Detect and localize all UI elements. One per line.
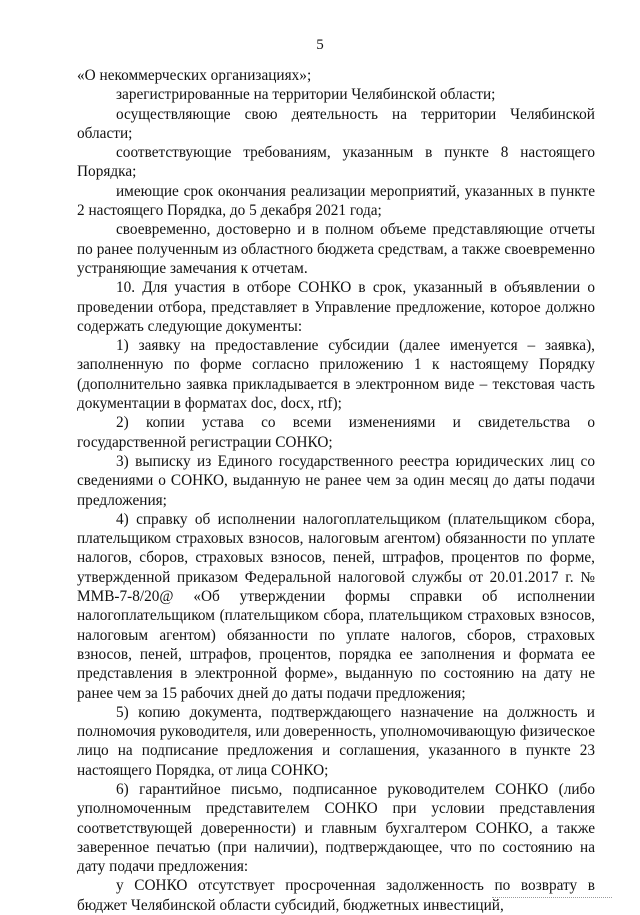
- paragraph: 4) справку об исполнении налогоплательщиком (плательщиком сбора, плательщиком страховых взносов, налоговым агентом) обязанности по уплате налогов, сборов, страховых взносов, пеней, штрафов, процентов по форме, утвержденной приказом Федеральной налоговой службы от 20.01.2017 г. № ММВ-7-8/20@ «Об утверждении формы справки об исполнении налогоплательщиком (плательщиком сбора, плательщиком страховых взносов, налоговым агентом) обязанности по уплате налогов, сборов, страховых взносов, пеней, штрафов, процентов, порядка ее заполнения и формата ее представления в электронной форме», выданную по состоянию на дату не ранее чем за 15 рабочих дней до даты подачи предложения;: [77, 510, 595, 702]
- paragraph: «О некоммерческих организациях»;: [77, 67, 312, 84]
- page-number: 5: [316, 37, 324, 53]
- paragraph: зарегистрированные на территории Челябинской области;: [116, 86, 496, 104]
- scan-footer-mark: [492, 897, 612, 901]
- paragraph: 2) копии устава со всеми изменениями и свидетельства о государственной регистрации СОНКО;: [77, 414, 595, 451]
- paragraph: имеющие срок окончания реализации мероприятий, указанных в пункте 2 настоящего Порядка, до 5 декабря 2021 года;: [77, 182, 595, 220]
- paragraph: 1) заявку на предоставление субсидии (далее именуется – заявка), заполненную по форме согласно приложению 1 к настоящему Порядку (дополнительно заявка прикладывается в электронном виде – текстовая часть документации в форматах doc, docx, rtf);: [77, 337, 595, 413]
- document-body: [77, 66, 595, 915]
- paragraph: 5) копию документа, подтверждающего назначение на должность и полномочия руководителя, или доверенность, уполномочивающую физическое лицо на подписание предложения и соглашения, указанного в пункте 23 настоящего Порядка, от лица СОНКО;: [77, 703, 595, 779]
- paragraph: соответствующие требованиям, указанным в пункте 8 настоящего Порядка;: [77, 144, 595, 181]
- paragraph: 3) выписку из Единого государственного реестра юридических лиц со сведениями о СОНКО, выданную не ранее чем за один месяц до даты подачи предложения;: [77, 452, 595, 509]
- paragraph: 6) гарантийное письмо, подписанное руководителем СОНКО (либо уполномоченным представителем СОНКО при условии представления соответствующей доверенности) и главным бухгалтером СОНКО, а также заверенное печатью (при наличии), подтверждающее, что по состоянию на дату подачи предложения:: [77, 780, 595, 876]
- paragraph: своевременно, достоверно и в полном объеме представляющие отчеты по ранее полученным из областного бюджета средствам, а также своевременно устраняющие замечания к отчетам.: [77, 221, 595, 277]
- paragraph: осуществляющие свою деятельность на территории Челябинской области;: [77, 105, 595, 142]
- paragraph: у СОНКО отсутствует просроченная задолженность по возврату в бюджет Челябинской области субсидий, бюджетных инвестиций,: [77, 877, 595, 914]
- paragraph: 10. Для участия в отборе СОНКО в срок, указанный в объявлении о проведении отбора, представляет в Управление предложение, которое должно содержать следующие документы:: [77, 279, 595, 335]
